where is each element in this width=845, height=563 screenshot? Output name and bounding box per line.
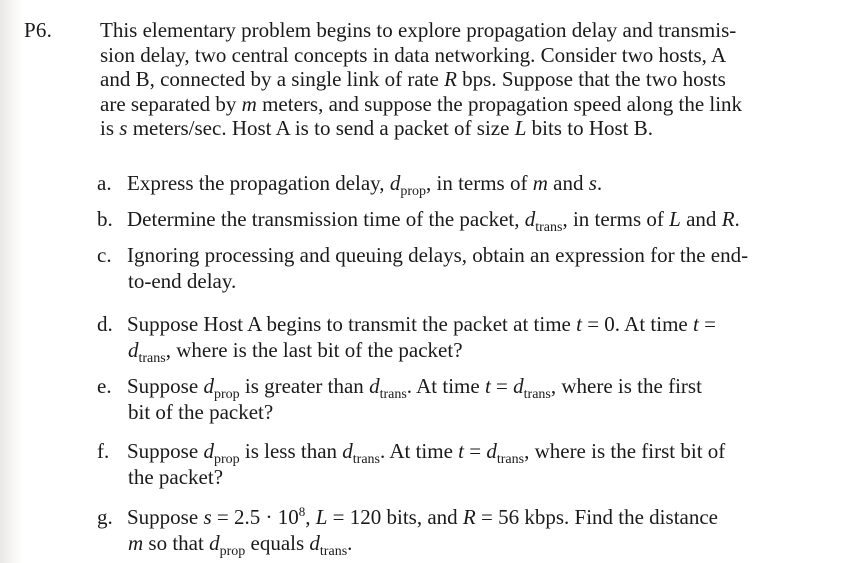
part-b-label: b. (97, 207, 113, 231)
part-a (97, 170, 845, 199)
intro-line-2: sion delay, two central concepts in data networking. Consider two hosts, A (100, 42, 727, 67)
part-e-line-2: bit of the packet? (128, 400, 274, 424)
problem-number: P6. (24, 18, 53, 42)
part-g-label: g. (97, 505, 113, 529)
part-e-label: e. (97, 374, 112, 398)
intro-line-1: This elementary problem begins to explore propagation delay and transmis- (100, 18, 737, 42)
part-d-line-1: Suppose Host A begins to transmit the packet at time t = 0. At time t = (127, 312, 716, 336)
part-c-label: c. (97, 243, 112, 267)
part-d-label: d. (97, 312, 113, 336)
part-c-line-1: Ignoring processing and queuing delays, obtain an expression for the end- (127, 243, 749, 267)
part-d (97, 311, 845, 366)
part-f-label: f. (97, 439, 110, 463)
part-a-label: a. (97, 171, 112, 195)
part-g-line-1: Suppose $s = 2.5 \cdot 10^8$, L = 120 bits, and R = 56 kbps. Find the distance (127, 504, 718, 529)
intro-line-5: is s meters/sec. Host A is to send a packet of size L bits to Host B. (100, 116, 653, 140)
part-c-line-2: to-end delay. (128, 269, 237, 293)
part-b-line-1: Determine the transmission time of the packet, $d_{trans}$, in terms of L and R. (127, 207, 740, 235)
part-f-line-2: the packet? (128, 465, 224, 489)
part-g (97, 504, 845, 559)
part-g-line-2: m so that $d_{prop}$ equals $d_{trans}$. (128, 531, 353, 559)
part-a-line-1: Express the propagation delay, $d_{prop}$, in terms of m and s. (127, 171, 603, 199)
problem-intro (100, 18, 835, 141)
part-f-line-1: Suppose $d_{prop}$ is less than $d_{trans}$. At time $t = d_{trans}$, where is the first bit of (127, 439, 726, 467)
part-b (97, 206, 845, 235)
intro-line-4: are separated by m meters, and suppose the propagation speed along the link (100, 91, 743, 116)
part-c (97, 242, 845, 294)
part-d-line-2: $d_{trans}$, where is the last bit of the packet? (128, 338, 463, 366)
part-e (97, 373, 845, 425)
part-f (97, 438, 845, 490)
part-e-line-1: Suppose $d_{prop}$ is greater than $d_{trans}$. At time $t = d_{trans}$, where is the first (127, 374, 702, 402)
intro-line-3: and B, connected by a single link of rate R bps. Suppose that the two hosts (100, 67, 726, 91)
